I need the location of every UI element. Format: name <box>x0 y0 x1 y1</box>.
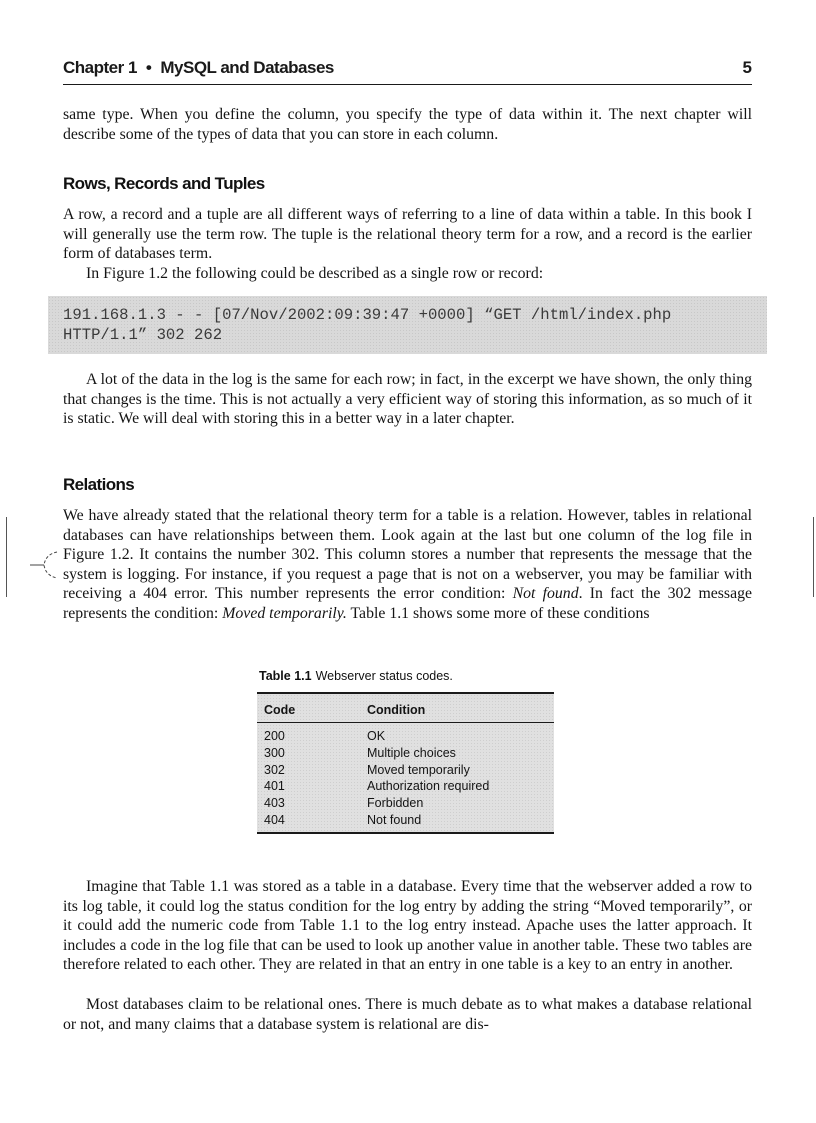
running-header <box>63 56 752 85</box>
emphasis-moved-temporarily: Moved temporarily. <box>222 604 347 622</box>
chapter-label: Chapter 1 <box>63 58 137 77</box>
cell-condition: Authorization required <box>367 779 490 794</box>
code-listing <box>63 306 671 345</box>
cell-condition: Forbidden <box>367 796 424 811</box>
column-header-condition: Condition <box>367 703 426 717</box>
table-label: Table 1.1 <box>259 669 312 683</box>
section-heading-rows: Rows, Records and Tuples <box>63 174 265 193</box>
table-row <box>257 746 554 763</box>
emphasis-not-found: Not found <box>512 585 579 603</box>
table-row <box>257 763 554 780</box>
change-bar-left <box>6 517 7 597</box>
rows-paragraph-2: In Figure 1.2 the following could be described as a single row or record: <box>86 265 544 282</box>
table-row <box>257 729 554 746</box>
change-bar-right <box>813 517 814 597</box>
chapter-heading <box>63 58 334 78</box>
rows-paragraph-3: A lot of the data in the log is the same for each row; in fact, in the excerpt we have shown, the only thing that changes is the time. This is not actually a very efficient way of storing this information, as so much of it is static. We will deal with storing this in a better way in a later chapter. <box>63 371 752 428</box>
cell-condition: OK <box>367 729 386 743</box>
cell-code: 401 <box>264 779 285 794</box>
cell-condition: Multiple choices <box>367 745 456 760</box>
intro-paragraph: same type. When you define the column, you specify the type of data within it. The next chapter will describe some of the types of data that you can store in each column. <box>63 106 752 143</box>
relations-text-1: We have already stated that the relational theory term for a table is a relation. However, tables in relational databases can have relationships between them. Look again at the last but one column of the log file in Figure 1.2. It contains the number 302. This column stores a number that represents the message that the system is logging. For instance, if you request a page that is not on a webserver, you may be familiar with receiving a 404 error. This number represents the error condition: <box>63 507 752 603</box>
page-number: 5 <box>742 58 752 77</box>
table-caption-text: Webserver status codes. <box>315 669 453 683</box>
code-line-2: HTTP/1.1” 302 262 <box>63 325 223 344</box>
header-bullet: • <box>145 58 152 77</box>
relations-paragraph <box>63 506 752 624</box>
code-line-1: 191.168.1.3 - - [07/Nov/2002:09:39:47 +0000] “GET /html/index.php <box>63 306 672 324</box>
after-table-paragraph-2: Most databases claim to be relational ones. There is much debate as to what makes a database relational or not, and many claims that a database system is relational are dis- <box>63 996 752 1033</box>
chapter-title: MySQL and Databases <box>160 58 334 77</box>
code-block <box>48 296 767 354</box>
after-table-paragraph-1: Imagine that Table 1.1 was stored as a table in a database. Every time that the webserver added a row to its log table, it could log the status condition for the log entry by adding the string “Moved temporarily”, or it could add the numeric code from Table 1.1 to the log entry instead. Apache uses the latter approach. It includes a code in the log file that can be used to look up another value in another table. These two tables are therefore related to each other. They are related in that an entry in one table is a key to an entry in another. <box>63 878 752 974</box>
cell-condition: Not found <box>367 812 422 827</box>
section-heading-relations: Relations <box>63 475 135 494</box>
relations-text-2: . In fact the 302 message represents the condition: <box>63 585 752 622</box>
cell-condition: Moved temporarily <box>367 762 470 777</box>
cell-code: 403 <box>264 796 285 811</box>
status-codes-table <box>257 692 554 834</box>
cell-code: 200 <box>264 729 285 743</box>
cell-code: 404 <box>264 812 285 827</box>
margin-annotation-icon <box>30 549 60 581</box>
table-header-row <box>257 694 554 723</box>
table-body <box>257 729 554 830</box>
rows-paragraph-1: A row, a record and a tuple are all different ways of referring to a line of data within a table. In this book I will generally use the term row. The tuple is the relational theory term for a row, and a record is the earlier form of databases term. <box>63 206 752 263</box>
table-row <box>257 796 554 813</box>
relations-text-3: Table 1.1 shows some more of these conditions <box>346 604 650 622</box>
cell-code: 302 <box>264 762 285 777</box>
table-row <box>257 813 554 830</box>
table-caption <box>259 669 453 683</box>
column-header-code: Code <box>264 703 296 717</box>
cell-code: 300 <box>264 745 285 760</box>
table-row <box>257 779 554 796</box>
